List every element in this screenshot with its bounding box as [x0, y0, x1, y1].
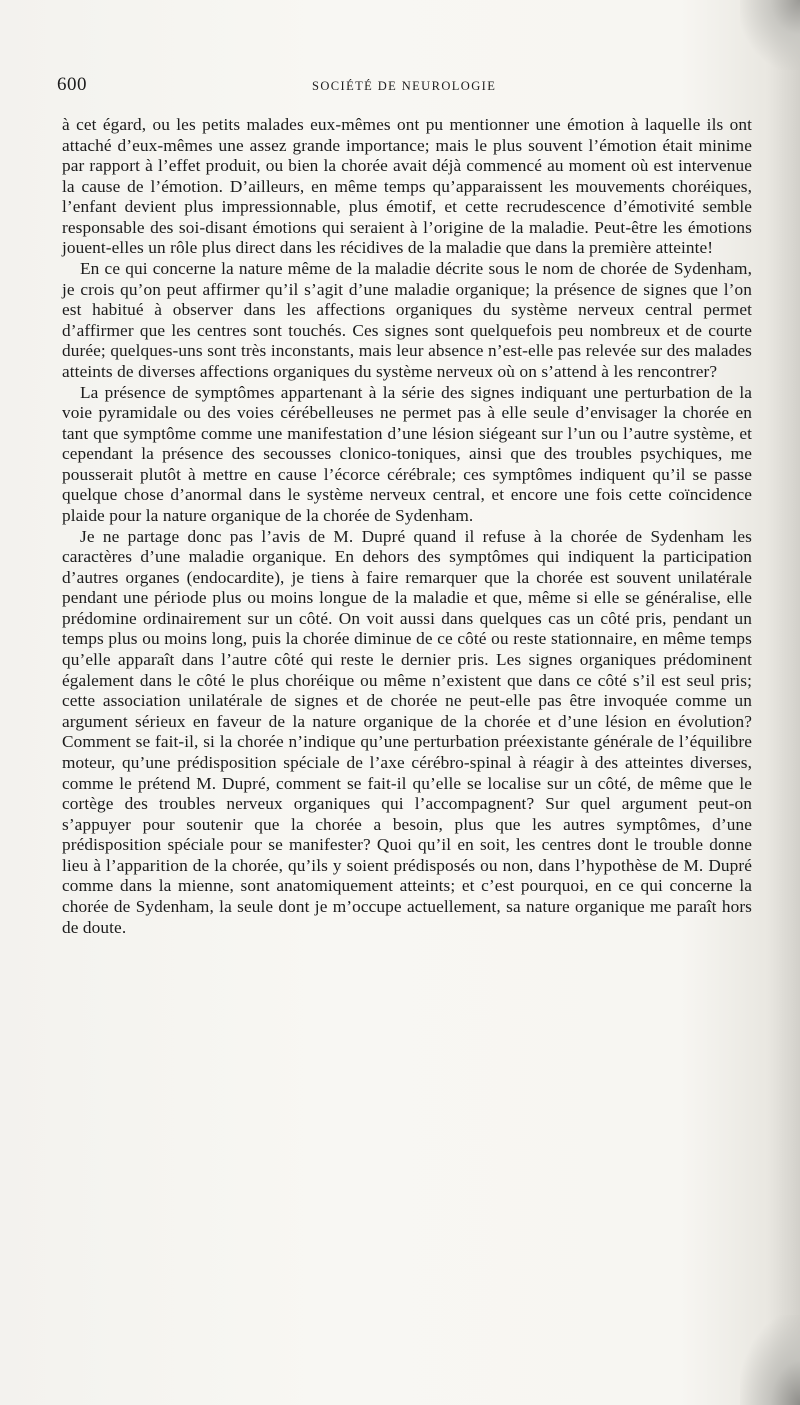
running-head: SOCIÉTÉ DE NEUROLOGIE [312, 79, 497, 93]
text-body [62, 115, 752, 938]
page-edge-shadow-top [740, 0, 800, 70]
paragraph: Je ne partage donc pas l’avis de M. Dupré quand il refuse à la chorée de Sydenham les caractères d’une maladie organique. En dehors des symptômes qui indiquent la participation d’autres organes (endocardite), je tiens à faire remarquer que la chorée est souvent unilatérale pendant une période plus ou moins longue de la maladie et que, même si elle se généralise, elle prédomine ordinairement sur un côté. On voit aussi dans quelques cas un côté pris, pendant un temps plus ou moins long, puis la chorée diminue de ce côté ou reste stationnaire, en même temps qu’elle apparaît dans l’autre côté qui reste le dernier pris. Les signes organiques prédominent également dans le côté le plus choréique ou même n’existent que dans ce côté s’il est seul pris; cette association unilatérale de signes et de chorée ne peut-elle pas être invoquée comme un argument sérieux en faveur de la nature organique de la chorée et d’une lésion en évolution? Comment se fait-il, si la chorée n’indique qu’une perturbation préexistante générale de l’équilibre moteur, qu’une prédisposition spéciale de l’axe cérébro-spinal à réagir à des atteintes diverses, comme le prétend M. Dupré, comment se fait-il qu’elle se localise sur un côté, de même que le cortège des troubles nerveux organiques qui l’accompagnent? Sur quel argument peut-on s’appuyer pour soutenir que la chorée a besoin, plus que les autres symptômes, d’une prédisposition spéciale pour se manifester? Quoi qu’il en soit, les centres dont le trouble donne lieu à l’apparition de la chorée, qu’ils y soient prédisposés ou non, dans l’hypothèse de M. Dupré comme dans la mienne, sont anatomiquement atteints; et c’est pourquoi, en ce qui concerne la chorée de Sydenham, la seule dont je m’occupe actuellement, sa nature organique me paraît hors de doute. [62, 526, 752, 937]
paragraph: La présence de symptômes appartenant à la série des signes indiquant une perturbation de la voie pyramidale ou des voies cérébelleuses ne permet pas à elle seule d’envisager la chorée en tant que symptôme comme une manifestation d’une lésion siégeant sur l’un ou l’autre système, et cependant la présence des secousses clonico-toniques, ainsi que des troubles psychiques, me pousserait plutôt à mettre en cause l’écorce cérébrale; ces symptômes indiquent qu’il se passe quelque chose d’anormal dans le système nerveux central, et encore une fois cette coïncidence plaide pour la nature organique de la chorée de Sydenham. [62, 382, 752, 525]
page-edge-shadow-bottom [740, 1315, 800, 1405]
paragraph: En ce qui concerne la nature même de la maladie décrite sous le nom de chorée de Sydenham, je crois qu’on peut affirmer qu’il s’agit d’une maladie organique; la présence de signes que l’on est habitué à observer dans les affections organiques du système nerveux central permet d’affirmer que les centres sont touchés. Ces signes sont quelquefois peu nombreux et de courte durée; quelques-uns sont très inconstants, mais leur absence n’est-elle pas relevée sur des malades atteints de diverses affections organiques du système nerveux où on s’attend à les rencontrer? [62, 259, 752, 381]
page-number: 600 [57, 74, 87, 95]
page-header [57, 74, 747, 100]
paragraph: à cet égard, ou les petits malades eux-mêmes ont pu mentionner une émotion à laquelle ils ont attaché d’eux-mêmes une assez grande importance; mais le plus souvent l’émotion était minime par rapport à l’effet produit, ou bien la chorée avait déjà commencé au moment où est intervenue la cause de l’émotion. D’ailleurs, en même temps qu’apparaissent les mouvements choréiques, l’enfant devient plus impressionnable, plus émotif, et cette recrudescence d’émotivité semble responsable des soi-disant émotions qui seraient à l’origine de la maladie. Peut-être les émotions jouent-elles un rôle plus direct dans les récidives de la maladie que dans la première atteinte! [62, 115, 752, 258]
